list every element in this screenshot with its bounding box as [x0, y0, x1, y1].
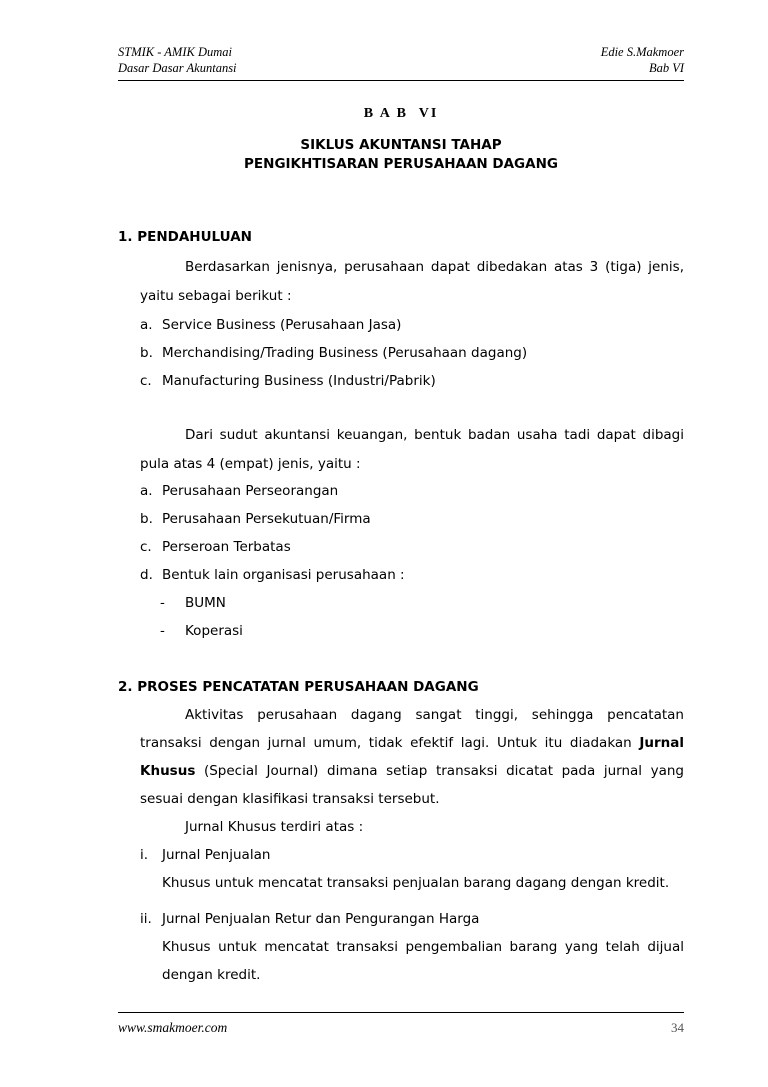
bold-term: Khusus: [140, 763, 196, 779]
header-course: Dasar Dasar Akuntansi: [118, 61, 237, 75]
sub-list-bullet: -: [160, 595, 165, 611]
bold-term: Jurnal: [639, 735, 684, 751]
list-item: a.: [140, 317, 153, 333]
section1-para2-line2: pula atas 4 (empat) jenis, yaitu :: [140, 456, 361, 472]
sub-list-item-text: Koperasi: [185, 623, 243, 639]
journal-title: Jurnal Penjualan Retur dan Pengurangan Harga: [162, 911, 480, 927]
footer-website: www.smakmoer.com: [118, 1020, 228, 1035]
section2-para1-line4: sesuai dengan klasifikasi transaksi tersebut.: [140, 791, 440, 807]
journal-desc: Khusus untuk mencatat transaksi pengembalian barang yang telah dijual: [162, 939, 684, 955]
section1-para2-line1: Dari sudut akuntansi keuangan, bentuk badan usaha tadi dapat dibagi: [185, 427, 684, 443]
header-chapter: Bab VI: [648, 61, 684, 75]
section2-para1-line1: Aktivitas perusahaan dagang sangat tinggi, sehingga pencatatan: [185, 707, 684, 723]
list-item: b.: [140, 345, 153, 361]
journal-desc: Khusus untuk mencatat transaksi penjualan barang dagang dengan kredit.: [162, 875, 670, 891]
header-right: [601, 44, 684, 76]
list-item: c.: [140, 373, 152, 389]
list-item-text: Perusahaan Persekutuan/Firma: [162, 511, 371, 527]
journal-marker: ii.: [140, 911, 152, 927]
list-item-text: Service Business (Perusahaan Jasa): [162, 317, 402, 333]
list-item: a.: [140, 483, 153, 499]
section2-para1-line2: transaksi dengan jurnal umum, tidak efektif lagi. Untuk itu diadakan Jurnal: [140, 735, 684, 751]
list-item-text: Bentuk lain organisasi perusahaan :: [162, 567, 405, 583]
sub-list-item-text: BUMN: [185, 595, 226, 611]
journal-title: Jurnal Penjualan: [162, 847, 271, 863]
section2-para1-line3: Khusus (Special Journal) dimana setiap transaksi dicatat pada jurnal yang: [140, 763, 685, 779]
list-item-text: Perseroan Terbatas: [162, 539, 291, 555]
list-item: b.: [140, 511, 153, 527]
section2-heading: 2. PROSES PENCATATAN PERUSAHAAN DAGANG: [118, 679, 479, 695]
footer-divider: [118, 1012, 684, 1013]
page-number: 34: [671, 1020, 684, 1035]
chapter-title-line1: SIKLUS AKUNTANSI TAHAP: [300, 137, 502, 153]
journal-desc: dengan kredit.: [162, 967, 261, 983]
list-item-text: Perusahaan Perseorangan: [162, 483, 339, 499]
list-item-text: Merchandising/Trading Business (Perusahaan dagang): [162, 345, 528, 361]
list-item: c.: [140, 539, 152, 555]
section1-heading: 1. PENDAHULUAN: [118, 229, 252, 245]
chapter-title-line2: PENGIKHTISARAN PERUSAHAAN DAGANG: [244, 156, 558, 172]
chapter-label: B A B VI: [363, 106, 439, 121]
journal-marker: i.: [140, 847, 149, 863]
section1-para1-line2: yaitu sebagai berikut :: [140, 288, 292, 304]
section1-para1-line1: Berdasarkan jenisnya, perusahaan dapat dibedakan atas 3 (tiga) jenis,: [185, 259, 684, 275]
section2-intro: Jurnal Khusus terdiri atas :: [185, 819, 364, 835]
sub-list-bullet: -: [160, 623, 165, 639]
list-item: d.: [140, 567, 153, 583]
header-author: Edie S.Makmoer: [600, 45, 684, 59]
header-institution: STMIK - AMIK Dumai: [118, 45, 233, 59]
header-left: [118, 44, 237, 76]
header-divider: [118, 80, 684, 81]
list-item-text: Manufacturing Business (Industri/Pabrik): [162, 373, 436, 389]
